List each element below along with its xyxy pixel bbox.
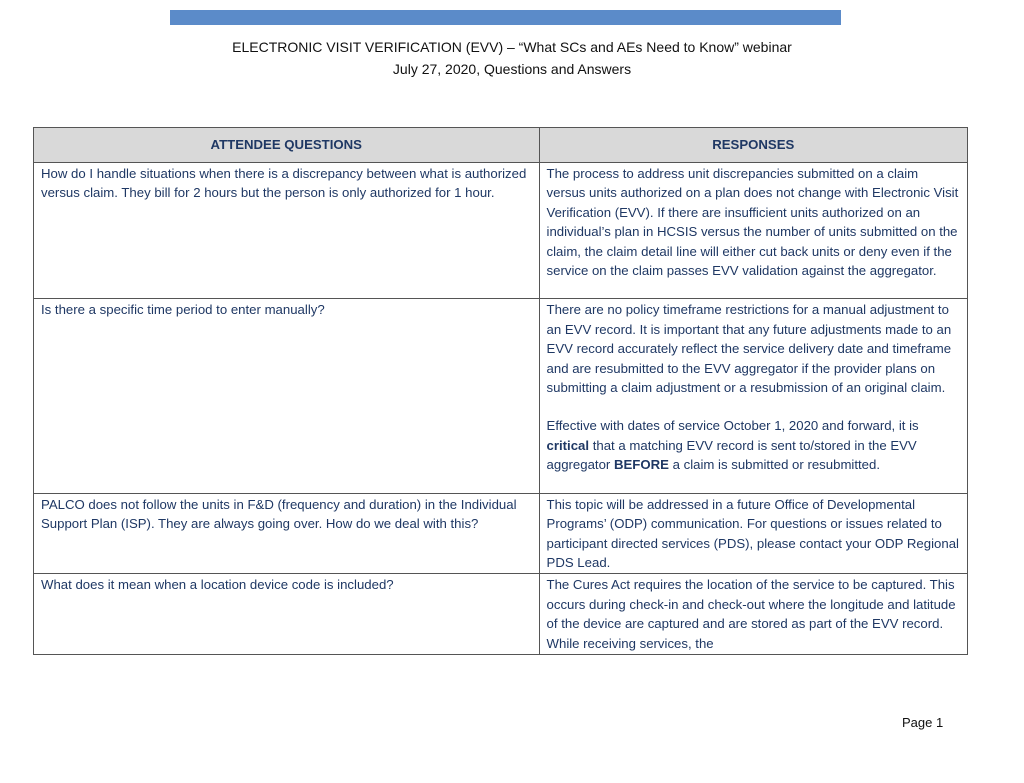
response-text-part: a claim is submitted or resubmitted. xyxy=(668,457,881,473)
title-line-1: ELECTRONIC VISIT VERIFICATION (EVV) – “What SCs and AEs Need to Know” webinar xyxy=(232,39,792,55)
table-row xyxy=(34,493,968,574)
table-row xyxy=(34,299,968,493)
response-cell xyxy=(539,299,967,493)
response-text: There are no policy timeframe restrictions for a manual adjustment to an EVV record. It is important that any future adjustments made to an EVV record accurately reflect the service delivery date and timeframe and are resubmitted to the EVV aggregator if the provider plans on submitting a claim adjustment or a resubmission of an original claim. xyxy=(546,302,952,396)
response-cell xyxy=(539,574,967,655)
document-title xyxy=(0,36,1024,80)
response-text-2 xyxy=(547,416,960,474)
emphasis-before: BEFORE xyxy=(613,457,669,473)
question-cell: How do I handle situations when there is a discrepancy between what is authorized versus claim. They bill for 2 hours but the person is only authorized for 1 hour. xyxy=(34,163,540,299)
emphasis-critical: critical xyxy=(546,437,590,453)
table-header-row xyxy=(34,128,968,163)
column-header-responses: RESPONSES xyxy=(539,128,967,163)
response-text: This topic will be addressed in a future Office of Developmental Programs’ (ODP) communication. For questions or issues related to participant directed services (PDS), please contact your ODP Regional PDS Lead. xyxy=(546,496,959,570)
page-number: Page 1 xyxy=(902,715,944,730)
table-row xyxy=(34,163,968,299)
response-text-part: that a matching EVV record is sent to/stored in the EVV aggregator xyxy=(546,437,917,473)
title-line-2: July 27, 2020, Questions and Answers xyxy=(392,61,632,77)
column-header-questions: ATTENDEE QUESTIONS xyxy=(34,128,540,163)
table-row xyxy=(34,574,968,655)
question-cell: What does it mean when a location device code is included? xyxy=(34,574,540,655)
response-text-part: Effective with dates of service October 1, 2020 and forward, it is xyxy=(546,418,919,434)
question-cell: PALCO does not follow the units in F&D (frequency and duration) in the Individual Support Plan (ISP). They are always going over. How do we deal with this? xyxy=(34,493,540,574)
response-text: The Cures Act requires the location of the service to be captured. This occurs during check-in and check-out where the longitude and latitude of the device are captured and are stored as part of the EVV record. While receiving services, the xyxy=(546,577,956,651)
header-color-bar xyxy=(170,10,841,25)
response-cell xyxy=(539,163,967,299)
response-cell xyxy=(539,493,967,574)
qa-table xyxy=(33,127,968,655)
response-text: The process to address unit discrepancies submitted on a claim versus units authorized on a plan does not change with Electronic Visit Verification (EVV). If there are insufficient units authorized on an individual’s plan in HCSIS versus the number of units submitted on the claim, the claim detail line will either cut back units or deny even if the service on the claim passes EVV validation against the aggregator. xyxy=(546,166,959,279)
question-cell: Is there a specific time period to enter manually? xyxy=(34,299,540,493)
